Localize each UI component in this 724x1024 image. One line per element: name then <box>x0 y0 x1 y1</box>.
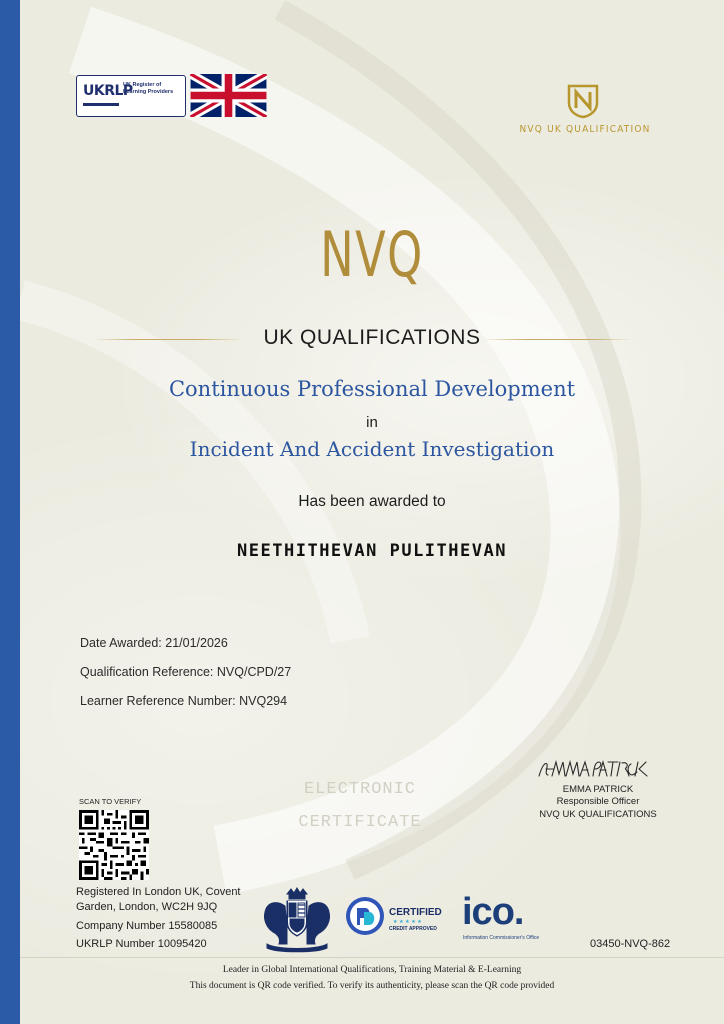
cpd-stars: ★ ★ ★ ★ ★ <box>393 919 422 925</box>
connector-text: in <box>366 414 378 431</box>
ukrlp-number: UKRLP Number 10095420 <box>76 938 207 950</box>
awarded-text: Has been awarded to <box>298 493 446 510</box>
watermark-line1: ELECTRONIC <box>303 780 417 799</box>
ukrlp-logo <box>76 75 186 117</box>
signatory-name: EMMA PATRICK <box>562 784 634 795</box>
qualification-reference: Qualification Reference: NVQ/CPD/27 <box>80 665 292 679</box>
signatory-role: Responsible Officer <box>556 796 640 807</box>
date-awarded: Date Awarded: 21/01/2026 <box>80 636 228 650</box>
company-number: Company Number 15580085 <box>76 920 218 932</box>
registration-line1: Registered In London UK, Covent <box>76 886 241 898</box>
award-type: Continuous Professional Development <box>168 377 576 401</box>
cpd-certified-badge <box>345 894 445 938</box>
subtitle: UK QUALIFICATIONS <box>263 326 481 349</box>
uk-flag-icon <box>190 74 267 117</box>
royal-coat-of-arms-icon <box>257 886 337 954</box>
brand-name: NVQ UK QUALIFICATION <box>519 124 651 135</box>
left-accent-bar <box>0 0 20 1024</box>
footer-tagline: Leader in Global International Qualifications, Training Material & E-Learning <box>222 965 522 975</box>
course-title: Incident And Accident Investigation <box>189 437 555 461</box>
certificate-number: 03450-NVQ-862 <box>590 938 671 950</box>
registration-line2: Garden, London, WC2H 9JQ <box>76 901 218 913</box>
watermark-line2: CERTIFICATE <box>298 813 422 832</box>
signatory-organisation: NVQ UK QUALIFICATIONS <box>539 809 657 820</box>
learner-name: NEETHITHEVAN PULITHEVAN <box>237 541 507 561</box>
cpd-certified-text: CERTIFIED <box>389 907 442 918</box>
scan-to-verify-label: SCAN TO VERIFY <box>79 797 142 806</box>
learner-reference: Learner Reference Number: NVQ294 <box>80 694 288 708</box>
cpd-sub-text: CREDIT APPROVED <box>389 926 437 932</box>
ukrlp-underline <box>83 103 119 106</box>
ico-subtitle: Information Commissioner's Office <box>463 935 540 941</box>
ico-logo: ico. <box>462 891 524 933</box>
signature-image <box>536 756 652 782</box>
main-title: NVQ <box>320 218 424 291</box>
footer-verification-note: This document is QR code verified. To verify its authenticity, please scan the QR code provided <box>189 981 555 991</box>
qr-code-icon[interactable] <box>79 810 149 880</box>
ukrlp-acronym: UKRLP <box>83 83 133 99</box>
footer-divider <box>20 957 724 958</box>
nvq-shield-icon <box>566 83 600 119</box>
ukrlp-full-name: UK Register of Learning Providers <box>123 82 174 95</box>
